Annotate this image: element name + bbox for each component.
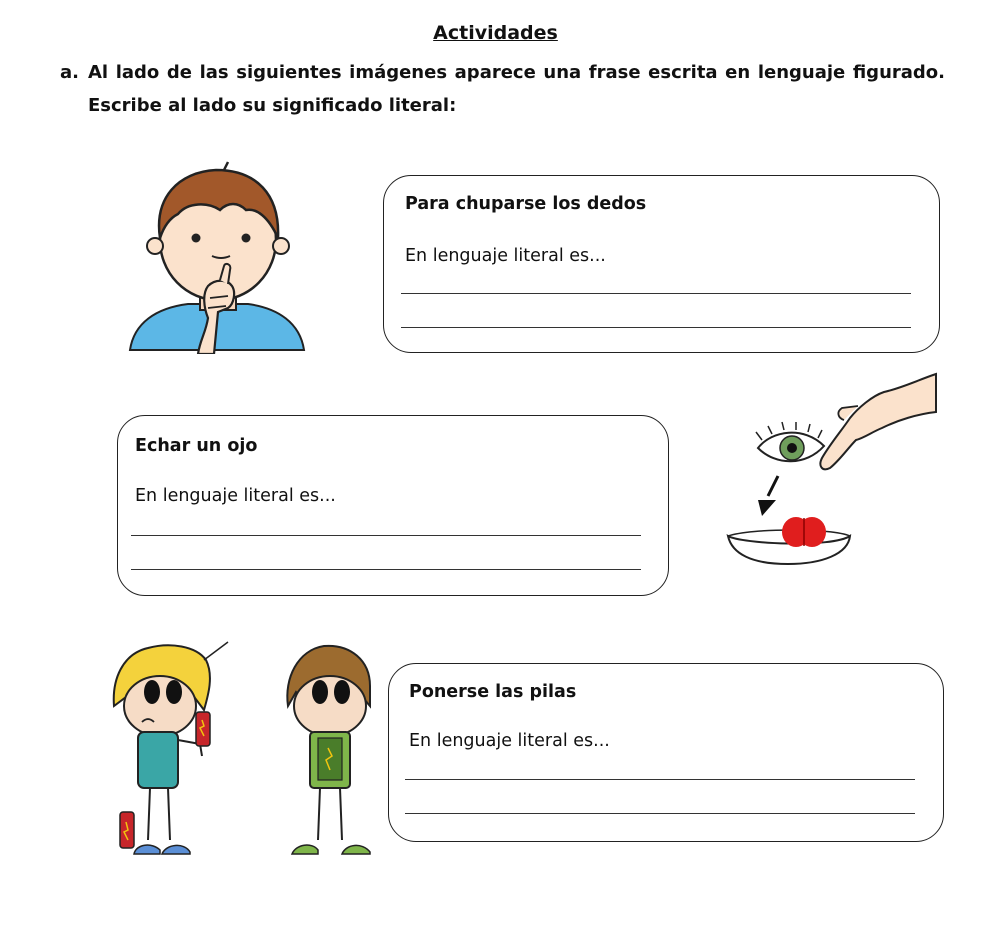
figurative-phrase: Echar un ojo bbox=[135, 436, 258, 456]
instruction-marker: a. bbox=[60, 62, 79, 83]
instruction bbox=[60, 56, 945, 122]
exercise-box-3 bbox=[388, 663, 944, 842]
answer-line-2[interactable] bbox=[401, 327, 911, 328]
answer-line-1[interactable] bbox=[131, 535, 641, 536]
figurative-phrase: Para chuparse los dedos bbox=[405, 194, 647, 214]
literal-prompt: En lenguaje literal es... bbox=[409, 731, 610, 751]
instruction-text-1: Al lado de las siguientes imágenes aparece una frase escrita en lenguaje figurado. bbox=[88, 62, 945, 83]
exercise-box-2 bbox=[117, 415, 669, 596]
boy-licking-fingers-picture bbox=[128, 158, 308, 354]
literal-prompt: En lenguaje literal es... bbox=[405, 246, 606, 266]
answer-line-1[interactable] bbox=[401, 293, 911, 294]
answer-line-2[interactable] bbox=[405, 813, 915, 814]
answer-line-1[interactable] bbox=[405, 779, 915, 780]
answer-line-2[interactable] bbox=[131, 569, 641, 570]
figurative-phrase: Ponerse las pilas bbox=[409, 682, 577, 702]
literal-prompt: En lenguaje literal es... bbox=[135, 486, 336, 506]
instruction-line-2: Escribe al lado su significado literal: bbox=[88, 95, 457, 116]
eye-dropping-into-bowl-picture bbox=[722, 368, 938, 568]
instruction-line-1 bbox=[60, 56, 945, 89]
page-title: Actividades bbox=[433, 22, 558, 44]
exercise-box-1 bbox=[383, 175, 940, 353]
boys-with-batteries-picture bbox=[108, 640, 378, 855]
